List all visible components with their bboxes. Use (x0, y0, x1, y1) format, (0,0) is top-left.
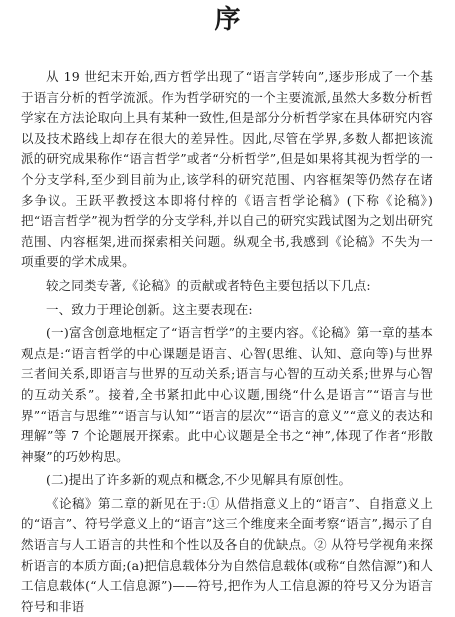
paragraph-chapter-two: 《论稿》第二章的新见在于:① 从借指意义上的“语言”、自指意义上的“语言”、符号学意义上的“语言”这三个维度来全面考察“语言”,揭示了自然语言与人工语言的共性和个性以及各自的优缺点。② 从符号学视角来探析语言的本质方面;(a)把信息载体分为自然信息载体(或称“自然信源”)和人工信息载体(“人工信息源”)——符号,把作为人工信息源的符号又分为语言符号和非语 (21, 495, 434, 614)
paragraph-intro: 从 19 世纪末开始,西方哲学出现了“语言学转向”,逐步形成了一个基于语言分析的哲学流派。作为哲学研究的一个主要流派,虽然大多数分析哲学家在方法论取向上具有某种一致性,但是部分分析哲学家在具体研究内容以及技术路线上却存在很大的差异性。因此,尽管在学界,多数人都把该流派的研究成果称作“语言哲学”或者“分析哲学”,但是如果将其视为哲学的一个分支学科,至少到目前为止,该学科的研究范围、内容框架等仍然存在诸多争议。王跃平教授这本即将付梓的《语言哲学论稿》(下称《论稿》)把“语言哲学”视为哲学的分支学科,并以自己的研究实践试图为之划出研究范围、内容框架,进而探索相关问题。纵观全书,我感到《论稿》不失为一项重要的学术成果。 (21, 69, 433, 270)
paragraph-point-two: (二)提出了许多新的观点和概念,不少见解具有原创性。 (46, 472, 352, 488)
page-title: 序 (214, 5, 241, 35)
section-heading-theory-innovation: 一、致力于理论创新。这主要表现在: (46, 301, 253, 317)
paragraph-contributions-lead: 较之同类专著,《论稿》的贡献或者特色主要包括以下几点: (46, 277, 371, 293)
paragraph-point-one: (一)富含创意地框定了“语言哲学”的主要内容。《论稿》第一章的基本观点是:“语言哲学的中心课题是语言、心智(思维、认知、意向等)与世界三者间关系,即语言与世界的互动关系;语言与心智的互动关系;世界与心智的互动关系”。接着,全书紧扣此中心议题,围绕“什么是语言”“语言与世界”“语言与思维”“语言与认知”“语言的层次”“语言的意义”“意义的表达和理解”等 7 个论题展开探索。此中心议题是全书之“神”,体现了作者“形散神聚”的巧妙构思。 (21, 325, 433, 464)
preface-body (21, 67, 433, 617)
